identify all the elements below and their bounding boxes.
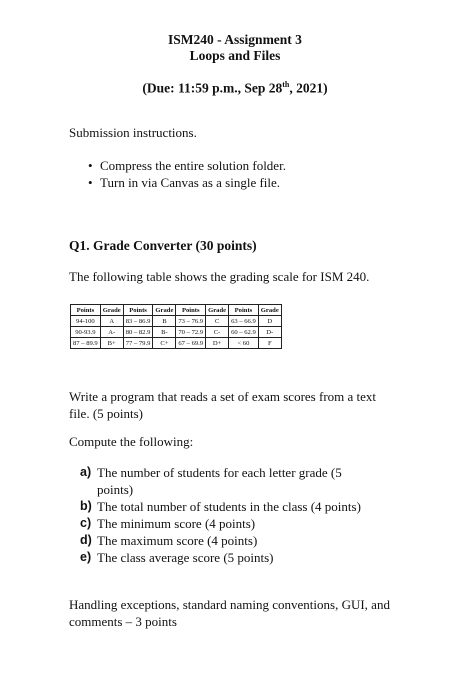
table-cell: C	[206, 316, 229, 327]
item-text: points)	[97, 482, 134, 497]
table-header-cell: Points	[176, 305, 206, 316]
table-cell: 94-100	[71, 316, 101, 327]
item-label: b)	[80, 499, 92, 513]
program-description: Write a program that reads a set of exam scores from a text file. (5 points)	[69, 389, 377, 421]
table-row	[71, 327, 282, 338]
list-item	[80, 498, 400, 515]
item-label: a)	[80, 465, 92, 479]
grading-scale-table	[70, 304, 282, 349]
table-cell: 83 – 86.9	[123, 316, 153, 327]
list-item	[80, 464, 400, 481]
list-item	[80, 515, 400, 532]
table-cell: 60 – 62.9	[229, 327, 259, 338]
q1-heading: Q1. Grade Converter (30 points)	[69, 238, 257, 253]
table-header-cell: Points	[229, 305, 259, 316]
table-cell: D-	[258, 327, 281, 338]
table-cell: B+	[100, 338, 123, 349]
table-cell: < 60	[229, 338, 259, 349]
table-header-cell: Grade	[100, 305, 123, 316]
submission-item: • Compress the entire solution folder.	[88, 157, 286, 174]
assignment-topic: Loops and Files	[189, 48, 281, 63]
item-text: The maximum score (4 points)	[97, 533, 258, 548]
table-header-cell: Points	[71, 305, 101, 316]
item-label: e)	[80, 550, 92, 564]
table-header-cell: Grade	[206, 305, 229, 316]
table-cell: A-	[100, 327, 123, 338]
assignment-title: ISM240 - Assignment 3	[168, 32, 302, 47]
table-cell: C+	[153, 338, 176, 349]
item-label: c)	[80, 516, 92, 530]
table-row	[71, 316, 282, 327]
due-suffix: , 2021)	[289, 80, 328, 96]
q1-intro: The following table shows the grading scale for ISM 240.	[69, 269, 370, 284]
table-header-cell: Grade	[258, 305, 281, 316]
table-cell: 67 – 69.9	[176, 338, 206, 349]
requirements-list	[80, 464, 400, 566]
table-cell: 80 – 82.9	[123, 327, 153, 338]
submission-item: • Turn in via Canvas as a single file.	[88, 174, 286, 191]
table-cell: 63 – 66.9	[229, 316, 259, 327]
submission-heading: Submission instructions.	[69, 125, 197, 140]
table-cell: F	[258, 338, 281, 349]
item-text: The number of students for each letter grade (5	[97, 465, 342, 480]
item-text: The class average score (5 points)	[97, 550, 274, 565]
footer-note: Handling exceptions, standard naming conventions, GUI, and comments – 3 points	[69, 597, 390, 629]
table-cell: 90-93.9	[71, 327, 101, 338]
compute-heading: Compute the following:	[69, 434, 194, 449]
due-date	[0, 80, 470, 97]
table-row	[71, 338, 282, 349]
submission-list	[88, 157, 286, 191]
table-cell: 73 – 76.9	[176, 316, 206, 327]
item-label: d)	[80, 533, 92, 547]
table-cell: D	[258, 316, 281, 327]
table-header-cell: Grade	[153, 305, 176, 316]
due-superscript: th	[282, 80, 290, 89]
table-cell: C-	[206, 327, 229, 338]
table-cell: B	[153, 316, 176, 327]
table-header-row	[71, 305, 282, 316]
due-prefix: (Due: 11:59 p.m., Sep 28	[142, 80, 283, 96]
list-item	[80, 532, 400, 549]
table-cell: 70 – 72.9	[176, 327, 206, 338]
item-text: The minimum score (4 points)	[97, 516, 256, 531]
list-item	[80, 549, 400, 566]
list-item-continuation	[80, 481, 400, 498]
table-header-cell: Points	[123, 305, 153, 316]
item-text: The total number of students in the class (4 points)	[97, 499, 361, 514]
table-cell: 87 – 89.9	[71, 338, 101, 349]
table-cell: 77 – 79.9	[123, 338, 153, 349]
table-cell: A	[100, 316, 123, 327]
table-cell: D+	[206, 338, 229, 349]
table-cell: B-	[153, 327, 176, 338]
